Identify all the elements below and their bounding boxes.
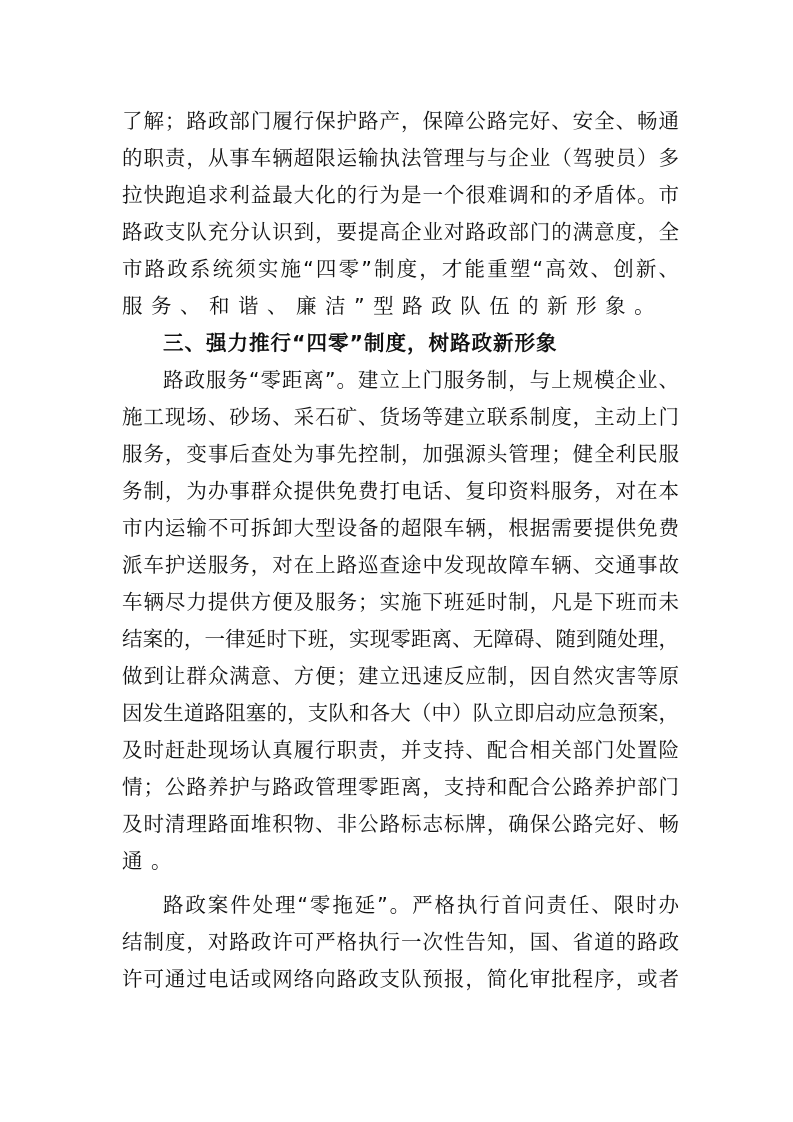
text-line: 的职责，从事车辆超限运输执法管理与与企业（驾驶员）多 bbox=[122, 146, 679, 170]
text-line: 市路政系统须实施“四零”制度，才能重塑“高效、创新、 bbox=[122, 257, 679, 281]
text-line: 路政支队充分认识到，要提高企业对路政部门的满意度，全 bbox=[122, 220, 679, 244]
text-line: 及时赶赴现场认真履行职责，并支持、配合相关部门处置险 bbox=[122, 738, 679, 762]
text-line: 服务，变事后查处为事先控制，加强源头管理；健全利民服 bbox=[122, 442, 679, 466]
text-line: 结案的，一律延时下班，实现零距离、无障碍、随到随处理， bbox=[122, 627, 679, 651]
text-line: 因发生道路阻塞的，支队和各大（中）队立即启动应急预案， bbox=[122, 701, 679, 725]
text-line: 市内运输不可拆卸大型设备的超限车辆，根据需要提供免费 bbox=[122, 516, 679, 540]
text-line: 结制度，对路政许可严格执行一次性告知，国、省道的路政 bbox=[122, 930, 679, 954]
text-line: 路政案件处理“零拖延”。严格执行首问责任、限时办 bbox=[163, 893, 679, 917]
text-line: 派车护送服务，对在上路巡查途中发现故障车辆、交通事故 bbox=[122, 553, 679, 577]
text-line: 许可通过电话或网络向路政支队预报，简化审批程序，或者 bbox=[122, 967, 679, 991]
text-line: 了解；路政部门履行保护路产，保障公路完好、安全、畅通 bbox=[122, 109, 679, 133]
text-line: 情；公路养护与路政管理零距离，支持和配合公路养护部门 bbox=[122, 775, 679, 799]
text-line: 务制，为办事群众提供免费打电话、复印资料服务，对在本 bbox=[122, 479, 679, 503]
text-line: 及时清理路面堆积物、非公路标志标牌，确保公路完好、畅 bbox=[122, 812, 679, 836]
text-line: 施工现场、砂场、采石矿、货场等建立联系制度，主动上门 bbox=[122, 405, 679, 429]
text-line: 通。 bbox=[122, 849, 180, 873]
section-heading: 三、强力推行“四零”制度，树路政新形象 bbox=[163, 331, 558, 355]
text-line: 拉快跑追求利益最大化的行为是一个很难调和的矛盾体。市 bbox=[122, 183, 679, 207]
text-line: 车辆尽力提供方便及服务；实施下班延时制，凡是下班而未 bbox=[122, 590, 679, 614]
text-line: 服务、和谐、廉洁”型路政队伍的新形象。 bbox=[122, 294, 664, 318]
text-line: 做到让群众满意、方便；建立迅速反应制，因自然灾害等原 bbox=[122, 664, 679, 688]
text-line: 路政服务“零距离”。建立上门服务制，与上规模企业、 bbox=[163, 368, 679, 392]
